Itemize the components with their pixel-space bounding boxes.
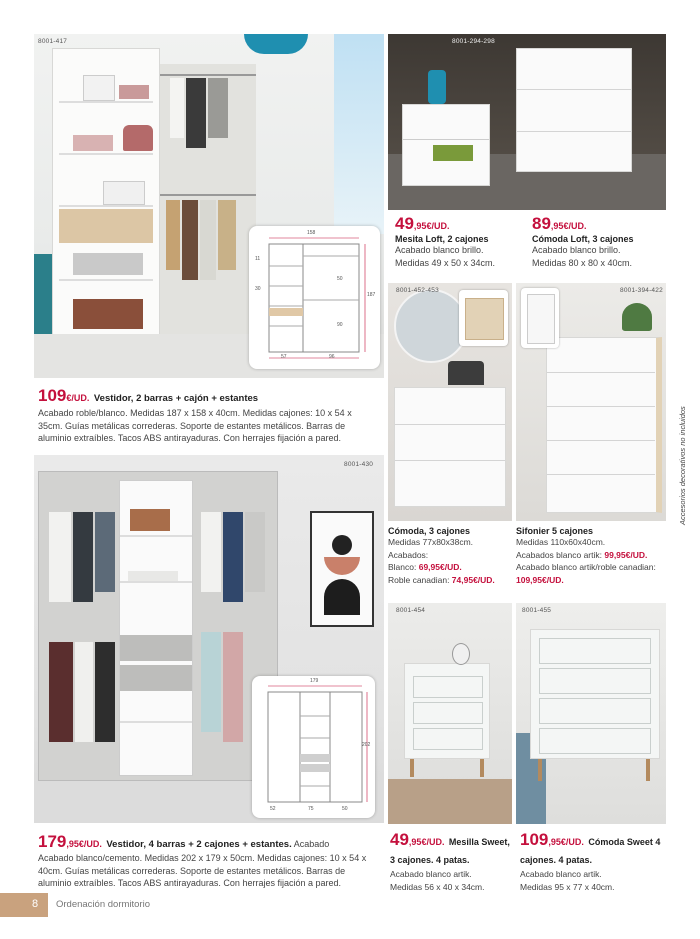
comoda-3	[394, 387, 506, 507]
product-block-vestidor-4-barras	[38, 832, 378, 890]
finish-oak: Roble canadian: 74,95€/UD.	[388, 574, 495, 585]
diagram-dim-c: 57	[281, 354, 287, 360]
price: 109€/UD.	[38, 386, 90, 405]
diagram-dim-b: 90	[337, 322, 343, 328]
product-block-mesilla-sweet	[390, 830, 516, 893]
lamp	[428, 70, 446, 104]
size-line: Medidas 49 x 50 x 34cm.	[395, 257, 496, 268]
product-title: Mesita Loft, 2 cajones	[395, 234, 489, 244]
diagram-dim-d: 96	[329, 354, 335, 360]
product-block-comoda-loft	[532, 214, 666, 269]
size-line: Medidas 80 x 80 x 40cm.	[532, 257, 633, 268]
price: 109,95€/UD.	[520, 830, 584, 849]
finish-white: Blanco: 69,95€/UD.	[388, 562, 462, 572]
page-number-block	[0, 893, 48, 917]
diagram-dim-e: 30	[255, 286, 261, 292]
finish-line: Acabado blanco brillo.	[532, 245, 621, 255]
section-name: Ordenación dormitorio	[56, 899, 150, 910]
size-line: Medidas 95 x 77 x 40cm.	[520, 881, 615, 892]
product-title: Vestidor, 4 barras + 2 cajones + estantes.	[106, 839, 292, 850]
product-block-vestidor-2-barras	[38, 386, 372, 445]
comoda-loft	[516, 48, 632, 172]
diagram-height: 202	[362, 742, 371, 748]
diagram-svg	[249, 226, 380, 369]
photo-mesilla-sweet	[388, 603, 512, 824]
price: 89,95€/UD.	[532, 214, 587, 233]
product-code: 8001-455	[522, 607, 552, 614]
product-code: 8001-417	[38, 38, 68, 45]
product-description: Acabado roble/blanco. Medidas 187 x 158 x 40cm. Medidas cajones: 10 x 54 x 35cm. Guías metálicas correderas. Soporte de estantes metálicos. Barras de aluminio extraíbles. Tacos ABS antirayaduras. Con herrajes fijación a pared.	[38, 408, 352, 443]
product-block-sifonier	[516, 526, 676, 586]
product-title: Vestidor, 2 barras + cajón + estantes	[93, 393, 259, 404]
finish-oak-price: 109,95€/UD.	[516, 574, 564, 585]
mesita-loft	[402, 104, 490, 186]
product-code: 8001-430	[344, 461, 374, 468]
finish-line: Acabado blanco brillo.	[395, 245, 484, 255]
product-title: Cómoda, 3 cajones	[388, 526, 471, 536]
product-block-comoda-3-cajones	[388, 526, 514, 586]
oak-drawer	[59, 209, 153, 243]
product-code: 8001-294-298	[452, 38, 495, 45]
product-description: Acabado blanco/cemento. Medidas 202 x 179 x 50cm. Medidas cajones: 10 x 54 x 40cm. Guías metálicas correderas. Soporte de estantes metálicos. Barras de aluminio extraíbles. Tacos ABS antirayaduras. Con herrajes fijación a pared.	[38, 853, 367, 888]
product-title: Cómoda Loft, 3 cajones	[532, 234, 634, 244]
white-variant-inset	[521, 288, 559, 348]
finish-oak-label: Acabado blanco artik/roble canadian:	[516, 562, 656, 572]
size-line: Medidas 77x80x38cm.	[388, 537, 474, 547]
dimension-diagram-vestidor-2-barras	[249, 226, 380, 369]
diagram-width: 179	[310, 678, 319, 684]
page-number: 8	[32, 898, 39, 910]
finish-line: Acabado blanco artik.	[520, 869, 602, 879]
round-mirror	[394, 289, 468, 363]
product-block-comoda-sweet	[520, 830, 670, 893]
product-title: Cómoda Sweet 4 cajones. 4 patas.	[520, 837, 661, 865]
price: 49,95€/UD.	[390, 830, 445, 849]
comoda-sweet	[530, 629, 660, 759]
diagram-dim-b: 75	[308, 806, 314, 812]
dimension-diagram-vestidor-4-barras	[252, 676, 375, 818]
sifonier-5	[546, 337, 662, 513]
product-title: Mesilla Sweet, 3 cajones. 4 patas.	[390, 837, 510, 865]
page-footer	[0, 893, 700, 917]
price: 49,95€/UD.	[395, 214, 450, 233]
photo-comoda-sweet	[516, 603, 666, 824]
product-code: 8001-454	[396, 607, 426, 614]
diagram-dim-c: 50	[342, 806, 348, 812]
diagram-dim-f: 11	[255, 256, 261, 262]
finish-line: Acabado blanco artik.	[390, 869, 472, 879]
price: 179,95€/UD.	[38, 832, 102, 851]
mesilla-sweet	[404, 663, 490, 759]
wall-art	[310, 511, 374, 627]
size-line: Medidas 56 x 40 x 34cm.	[390, 881, 485, 892]
photo-loft	[388, 34, 666, 210]
diagram-dim-a: 52	[270, 806, 276, 812]
diagram-dim-a: 50	[337, 276, 343, 282]
product-code: 8001-394-422	[620, 287, 663, 294]
ceiling-lamp	[244, 34, 308, 54]
plant	[622, 303, 652, 331]
side-note: Accesorios decorativos no incluidos	[678, 406, 687, 525]
product-code: 8001-452-453	[396, 287, 439, 294]
wardrobe-tower	[52, 48, 160, 348]
wardrobe-open-section	[160, 64, 256, 334]
finish-heading: Acabados:	[388, 549, 429, 560]
product-title: Sifonier 5 cajones	[516, 526, 594, 536]
diagram-height: 187	[367, 292, 376, 298]
oak-variant-inset	[459, 290, 508, 346]
finish-white: Acabados blanco artik: 99,95€/UD.	[516, 549, 648, 560]
product-title-tail: Acabado	[291, 839, 330, 849]
window	[334, 34, 384, 234]
wardrobe-cement	[38, 471, 278, 781]
product-block-mesita-loft	[395, 214, 525, 269]
diagram-svg	[252, 676, 375, 818]
diagram-width: 158	[307, 230, 316, 236]
size-line: Medidas 110x60x40cm.	[516, 537, 606, 547]
